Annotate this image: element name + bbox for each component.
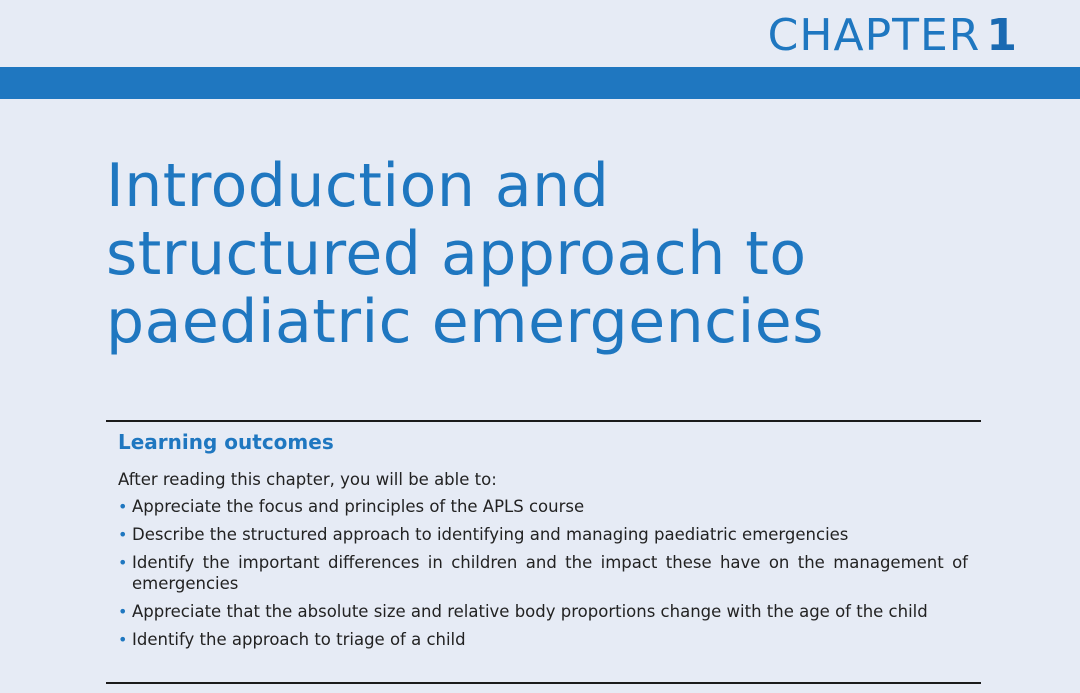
list-item-text: Identify the approach to triage of a child <box>132 630 466 649</box>
bullet-icon: • <box>118 525 128 544</box>
list-item-text: Identify the important differences in children and the impact these have on the management of emergencies <box>132 553 968 593</box>
list-item-text: Appreciate that the absolute size and relative body proportions change with the age of the child <box>132 602 928 621</box>
bullet-icon: • <box>118 602 128 621</box>
chapter-number: 1 <box>986 10 1018 61</box>
page-title <box>106 152 1006 356</box>
learning-outcomes-list <box>118 496 968 657</box>
bullet-icon: • <box>118 497 128 516</box>
chapter-label <box>767 10 1018 61</box>
header-band <box>0 67 1080 99</box>
learning-outcomes-heading: Learning outcomes <box>118 430 334 454</box>
list-item <box>118 552 968 594</box>
list-item <box>118 524 968 545</box>
learning-outcomes-intro: After reading this chapter, you will be able to: <box>118 470 497 489</box>
list-item-text: Describe the structured approach to identifying and managing paediatric emergencies <box>132 525 849 544</box>
list-item <box>118 496 968 517</box>
learning-outcomes-box <box>106 420 981 684</box>
title-line: paediatric emergencies <box>106 287 824 357</box>
list-item-text: Appreciate the focus and principles of the APLS course <box>132 497 585 516</box>
title-line: Introduction and <box>106 151 610 221</box>
bullet-icon: • <box>118 630 128 649</box>
chapter-word: CHAPTER <box>767 10 981 61</box>
title-line: structured approach to <box>106 219 807 289</box>
list-item <box>118 601 968 622</box>
bullet-icon: • <box>118 553 128 572</box>
list-item <box>118 629 968 650</box>
